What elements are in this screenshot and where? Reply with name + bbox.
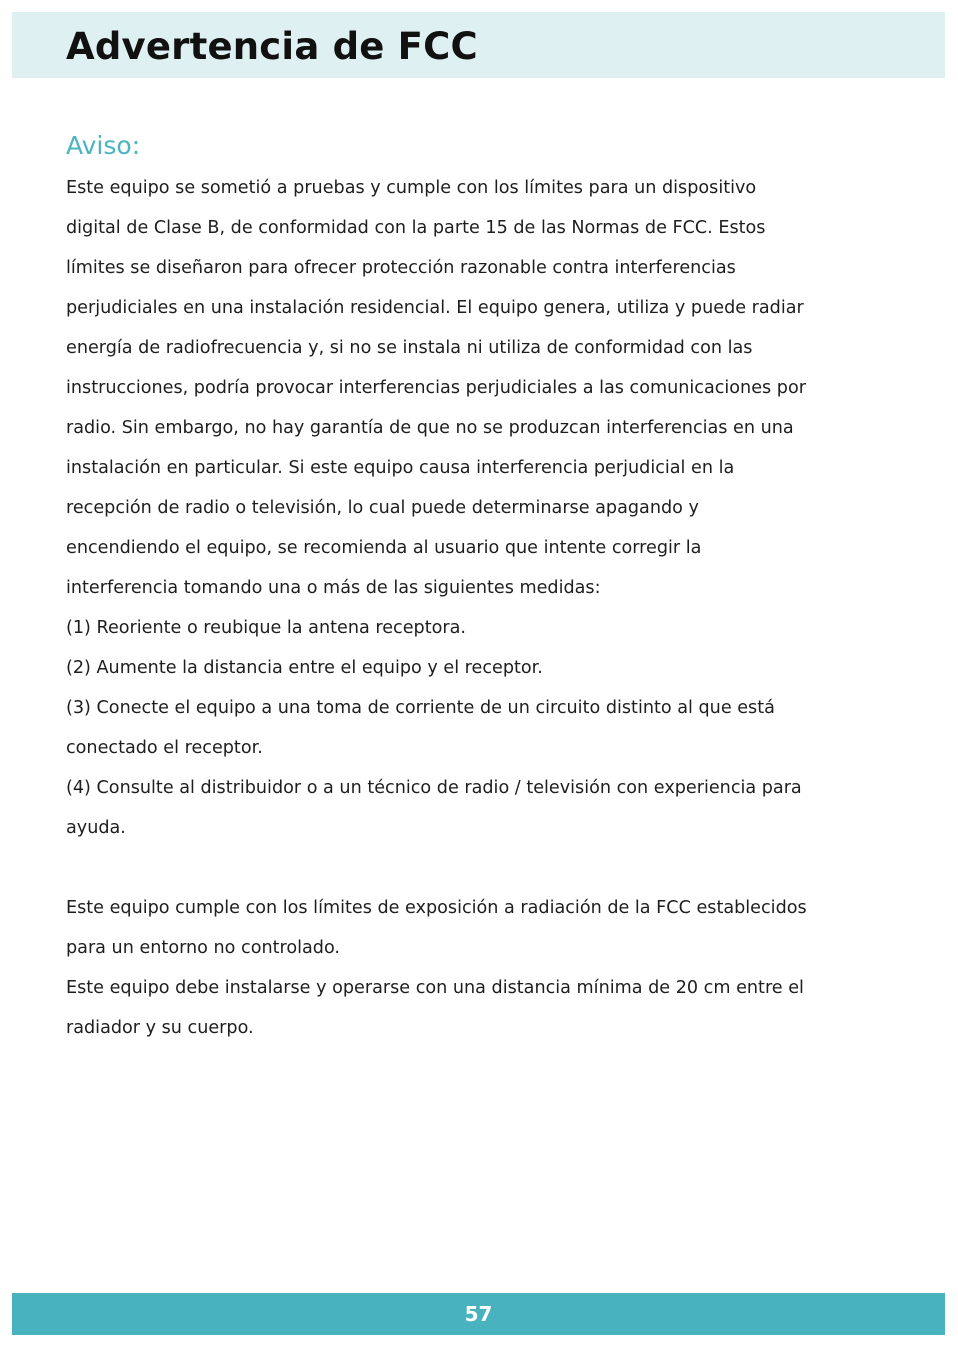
distance-paragraph: Este equipo debe instalarse y operarse con una distancia mínima de 20 cm entre el radiador y su cuerpo. — [66, 978, 804, 1038]
measure-item-3: (3) Conecte el equipo a una toma de corriente de un circuito distinto al que está conectado el receptor. — [66, 698, 775, 758]
page-number: 57 — [464, 1302, 493, 1326]
page-title: Advertencia de FCC — [66, 25, 478, 68]
footer-band — [12, 1293, 945, 1335]
measure-item-1: (1) Reoriente o reubique la antena receptora. — [66, 618, 466, 638]
section-heading: Aviso: — [66, 131, 141, 160]
measure-item-4: (4) Consulte al distribuidor o a un técnico de radio / televisión con experiencia para ayuda. — [66, 778, 802, 838]
paragraph-spacer — [66, 848, 926, 888]
main-content — [66, 124, 926, 1048]
exposure-paragraph: Este equipo cumple con los límites de exposición a radiación de la FCC establecidos para un entorno no controlado. — [66, 898, 807, 958]
measure-item-2: (2) Aumente la distancia entre el equipo y el receptor. — [66, 658, 543, 678]
notice-paragraph: Este equipo se sometió a pruebas y cumple con los límites para un dispositivo digital de Clase B, de conformidad con la parte 15 de las Normas de FCC. Estos límites se diseñaron para ofrecer protección razonable contra interferencias perjudiciales en una instalación residencial. El equipo genera, utiliza y puede radiar energía de radiofrecuencia y, si no se instala ni utiliza de conformidad con las instrucciones, podría provocar interferencias perjudiciales a las comunicaciones por radio. Sin embargo, no hay garantía de que no se produzcan interferencias en una instalación en particular. Si este equipo causa interferencia perjudicial en la recepción de radio o televisión, lo cual puede determinarse apagando y encendiendo el equipo, se recomienda al usuario que intente corregir la interferencia tomando una o más de las siguientes medidas: — [66, 178, 806, 598]
